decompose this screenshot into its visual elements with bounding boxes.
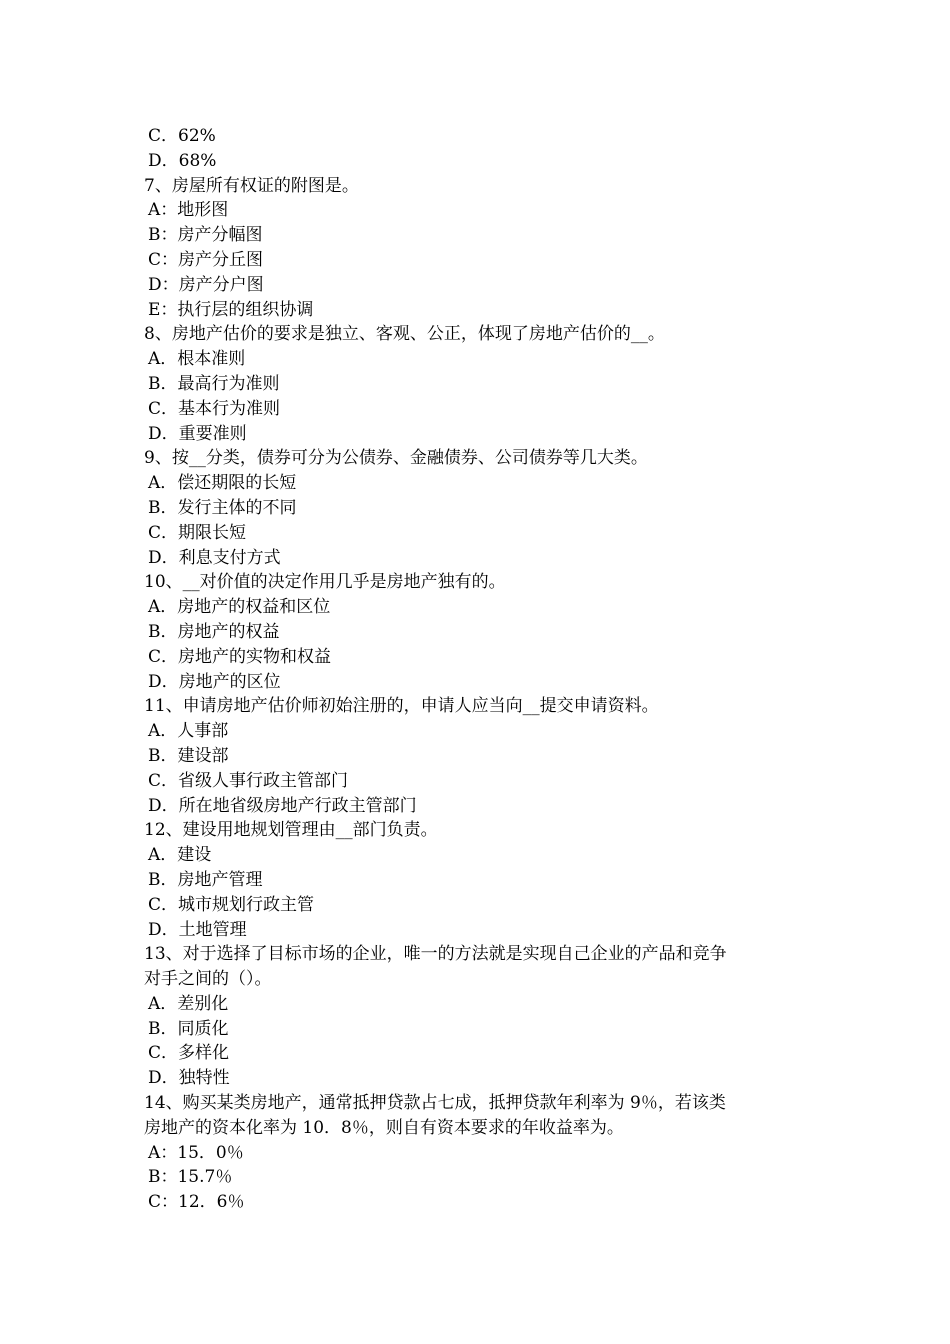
- answer-option: D．房地产的区位: [148, 671, 281, 692]
- answer-option: B．最高行为准则: [148, 373, 280, 394]
- question-text: 12、建设用地规划管理由__部门负责。: [144, 820, 438, 841]
- answer-option: B．房地产管理: [148, 869, 263, 890]
- answer-option: D．所在地省级房地产行政主管部门: [148, 795, 417, 816]
- answer-option: A．差别化: [148, 993, 229, 1014]
- answer-option: D．独特性: [148, 1068, 230, 1089]
- answer-option: B．同质化: [148, 1018, 229, 1039]
- question-text: 9、按__分类，债券可分为公债券、金融债券、公司债券等几大类。: [144, 448, 648, 469]
- answer-option: A．人事部: [148, 721, 229, 742]
- answer-option: C：房产分丘图: [148, 249, 264, 270]
- question-text: 13、对于选择了目标市场的企业，唯一的方法就是实现自己企业的产品和竞争: [144, 944, 727, 965]
- answer-option: C．期限长短: [148, 522, 247, 543]
- answer-option: A：地形图: [148, 200, 229, 221]
- question-text: 7、房屋所有权证的附图是。: [144, 175, 359, 196]
- answer-option: B．房地产的权益: [148, 621, 280, 642]
- answer-option: C．城市规划行政主管: [148, 894, 315, 915]
- question-text: 14、购买某类房地产，通常抵押贷款占七成，抵押贷款年利率为 9％，若该类: [144, 1093, 726, 1114]
- answer-option: A．偿还期限的长短: [148, 473, 297, 494]
- question-text: 8、房地产估价的要求是独立、客观、公正，体现了房地产估价的__。: [144, 324, 665, 345]
- answer-option: D：房产分户图: [148, 274, 264, 295]
- answer-option: C．省级人事行政主管部门: [148, 770, 349, 791]
- answer-option: A．建设: [148, 845, 212, 866]
- answer-option: E：执行层的组织协调: [148, 299, 314, 320]
- answer-option: C．房地产的实物和权益: [148, 646, 332, 667]
- answer-option: C．多样化: [148, 1043, 230, 1064]
- question-text: 11、申请房地产估价师初始注册的，申请人应当向__提交申请资料。: [144, 696, 659, 717]
- question-text: 房地产的资本化率为 10．8％，则自有资本要求的年收益率为。: [144, 1117, 624, 1138]
- question-text: 10、__对价值的决定作用几乎是房地产独有的。: [144, 572, 506, 593]
- question-text: 对手之间的（）。: [144, 969, 272, 990]
- answer-option: C：12．6％: [148, 1192, 245, 1213]
- answer-option: D．68%: [148, 150, 217, 171]
- answer-option: C．62%: [148, 126, 216, 146]
- answer-option: B：15.7％: [148, 1167, 233, 1188]
- answer-option: B．发行主体的不同: [148, 497, 297, 518]
- answer-option: A．根本准则: [148, 349, 246, 370]
- answer-option: A．房地产的权益和区位: [148, 597, 331, 618]
- answer-option: D．重要准则: [148, 423, 247, 444]
- document-body: [144, 124, 824, 1215]
- answer-option: A：15．0％: [148, 1142, 244, 1163]
- answer-option: B．建设部: [148, 745, 229, 766]
- answer-option: B：房产分幅图: [148, 225, 263, 246]
- answer-option: D．利息支付方式: [148, 547, 281, 568]
- answer-option: D．土地管理: [148, 919, 247, 940]
- answer-option: C．基本行为准则: [148, 398, 281, 419]
